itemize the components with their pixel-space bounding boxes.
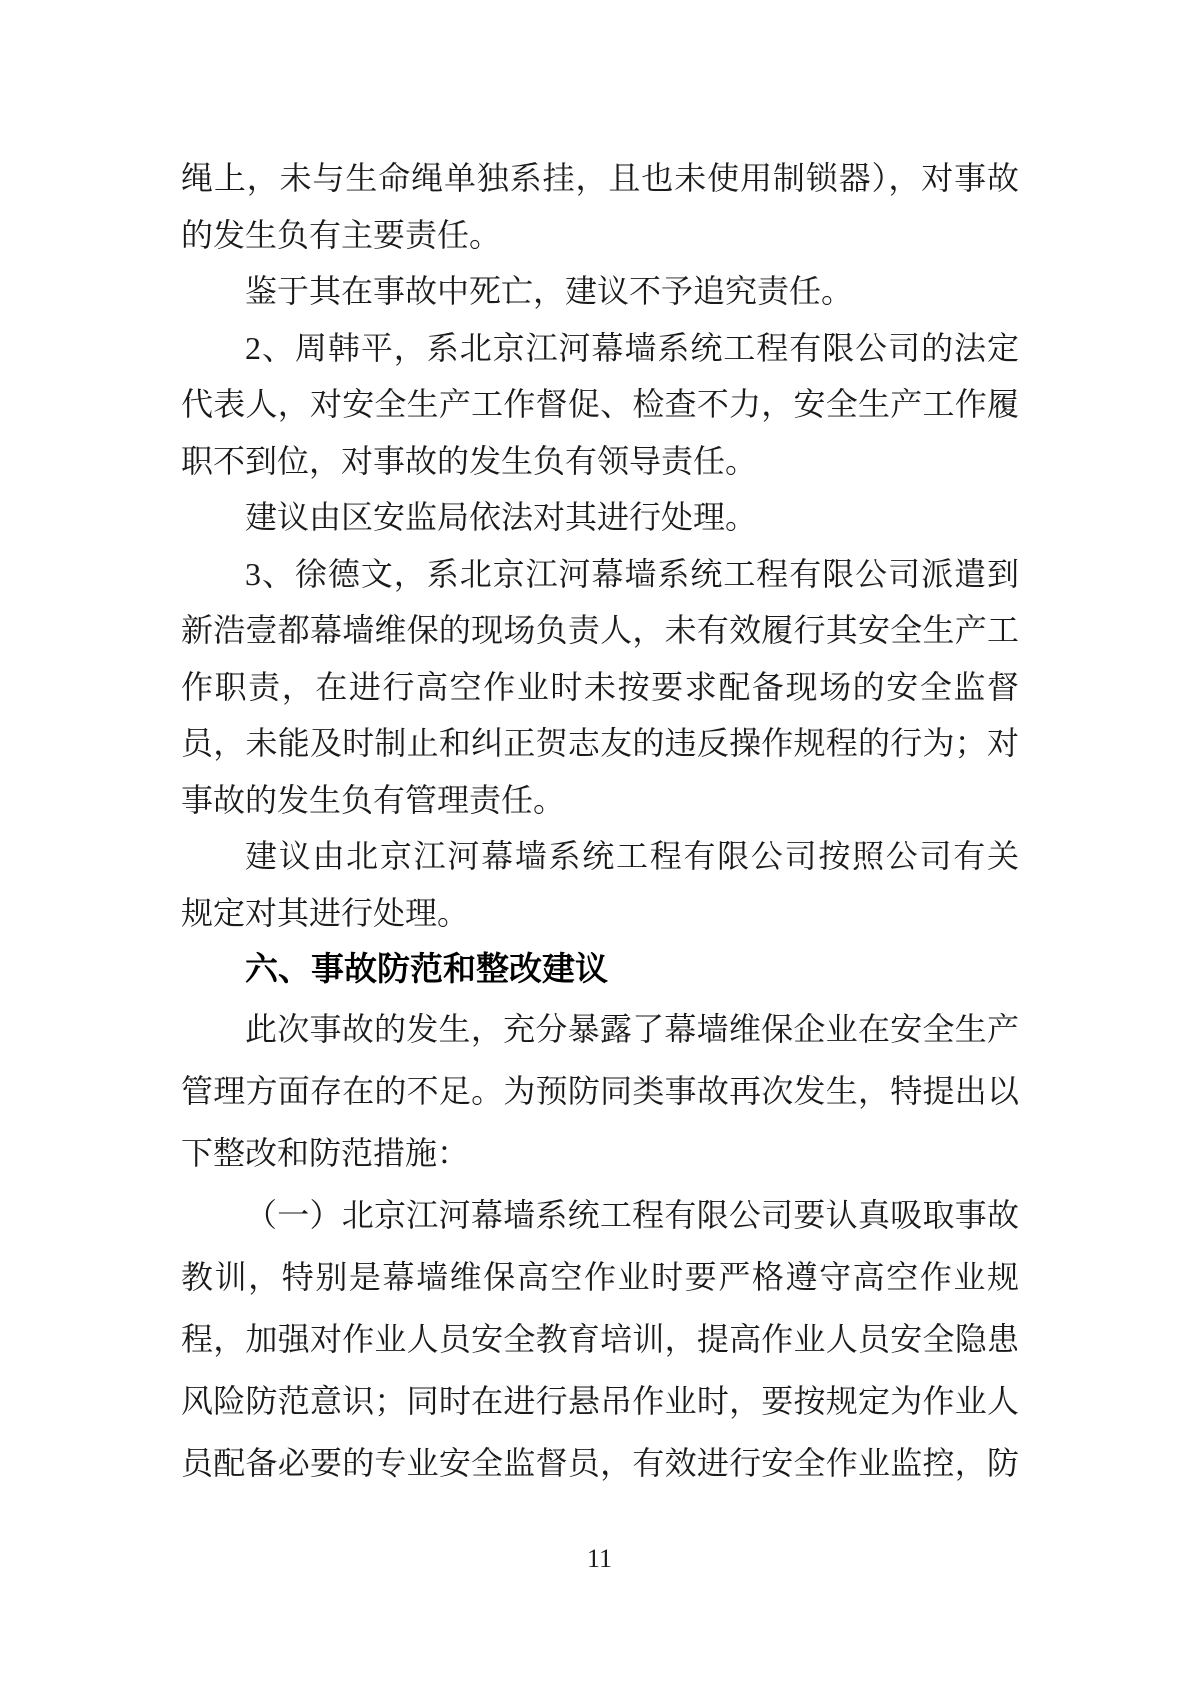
text-line: 鉴于其在事故中死亡，建议不予追究责任。 xyxy=(245,273,854,309)
page-number: 11 xyxy=(586,1544,613,1573)
text-line: （一）北京江河幕墙系统工程有限公司要认真吸取事故 xyxy=(245,1196,1019,1233)
text-line: 作职责，在进行高空作业时未按要求配备现场的安全监督 xyxy=(181,668,1019,705)
section-heading: 六、事故防范和整改建议 xyxy=(245,950,608,987)
text-line: 程，加强对作业人员安全教育培训，提高作业人员安全隐患 xyxy=(181,1320,1019,1357)
text-line: 职不到位，对事故的发生负有领导责任。 xyxy=(181,442,758,479)
document-body xyxy=(181,150,1019,1494)
text-line: 教训，特别是幕墙维保高空作业时要严格遵守高空作业规 xyxy=(181,1258,1019,1295)
text-line: 规定对其进行处理。 xyxy=(181,894,470,931)
text-line: 的发生负有主要责任。 xyxy=(181,216,502,253)
text-line: 管理方面存在的不足。为预防同类事故再次发生，特提出以 xyxy=(181,1072,1019,1109)
text-line: 事故的发生负有管理责任。 xyxy=(181,781,566,818)
text-line: 新浩壹都幕墙维保的现场负责人，未有效履行其安全生产工 xyxy=(181,612,1019,648)
text-line: 员配备必要的专业安全监督员，有效进行安全作业监控，防 xyxy=(181,1444,1019,1481)
text-line: 建议由区安监局依法对其进行处理。 xyxy=(245,499,758,535)
text-line: 2、周韩平，系北京江河幕墙系统工程有限公司的法定 xyxy=(245,329,1019,366)
text-line: 此次事故的发生，充分暴露了幕墙维保企业在安全生产 xyxy=(245,1010,1019,1047)
text-line: 绳上，未与生命绳单独系挂，且也未使用制锁器），对事故 xyxy=(181,160,1019,196)
text-line: 代表人，对安全生产工作督促、检查不力，安全生产工作履 xyxy=(181,386,1019,422)
text-line: 3、徐德文，系北京江河幕墙系统工程有限公司派遣到 xyxy=(245,555,1019,592)
text-line: 下整改和防范措施： xyxy=(181,1134,470,1171)
text-line: 风险防范意识；同时在进行悬吊作业时，要按规定为作业人 xyxy=(181,1382,1019,1419)
text-line: 员，未能及时制止和纠正贺志友的违反操作规程的行为；对 xyxy=(181,725,1019,761)
text-line: 建议由北京江河幕墙系统工程有限公司按照公司有关 xyxy=(245,838,1019,874)
